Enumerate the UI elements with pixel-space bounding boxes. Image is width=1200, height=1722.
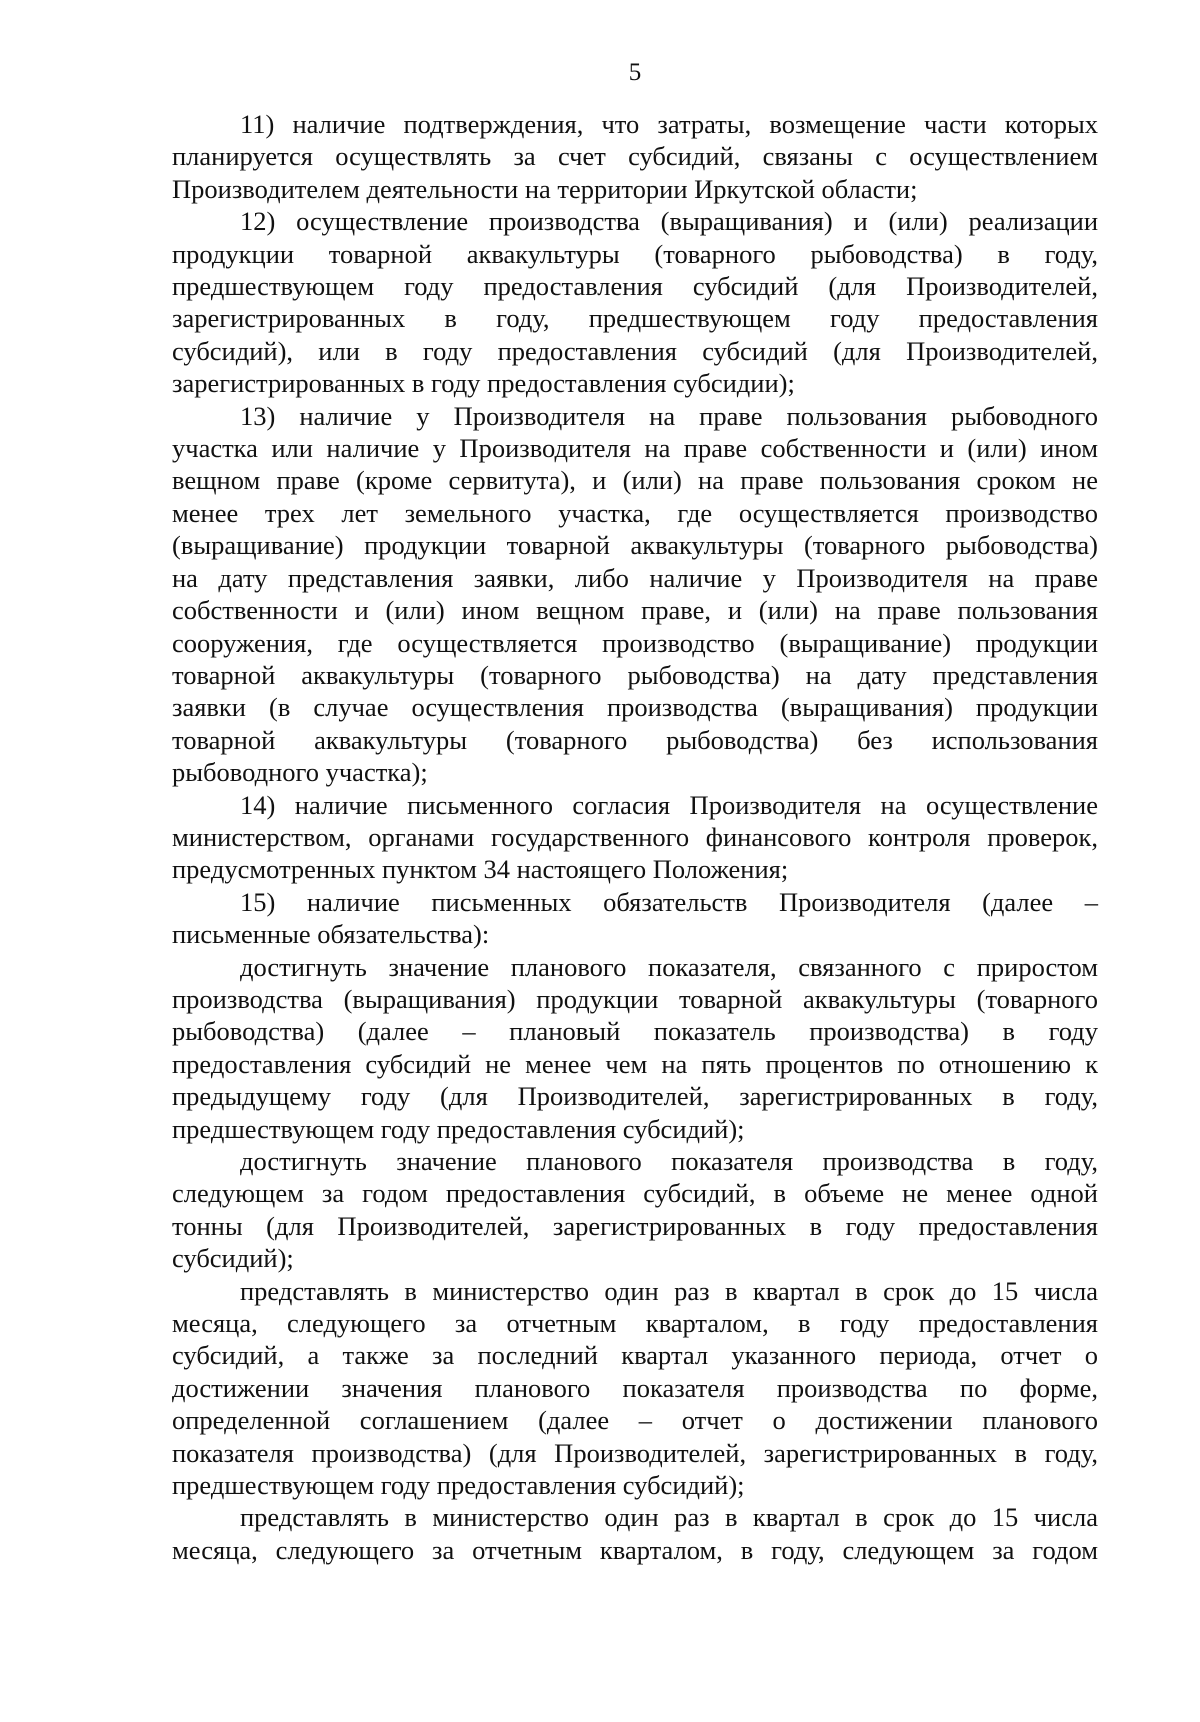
text-line: товарной аквакультуры (товарного рыбоводства) на дату представления xyxy=(172,659,1098,690)
text-line: достигнуть значение планового показателя производства в году, xyxy=(240,1146,1098,1176)
text-line: предусмотренных пунктом 34 настоящего Положения; xyxy=(172,854,789,885)
text-line: 11) наличие подтверждения, что затраты, возмещение части которых xyxy=(240,109,1098,139)
text-line: участка или наличие у Производителя на праве собственности и (или) ином xyxy=(172,433,1098,464)
text-line: 13) наличие у Производителя на праве пользования рыбоводного xyxy=(240,400,1098,431)
paragraph-p13 xyxy=(172,400,1098,789)
text-line: собственности и (или) ином вещном праве, и (или) на праве пользования xyxy=(172,595,1098,626)
text-line: показателя производства) (для Производителей, зарегистрированных в году, xyxy=(172,1437,1098,1468)
text-line: 12) осуществление производства (выращивания) и (или) реализации xyxy=(240,206,1098,237)
text-line: определенной соглашением (далее – отчет о достижении планового xyxy=(172,1405,1098,1436)
text-line: рыбоводства) (далее – плановый показатель производства) в году xyxy=(172,1016,1098,1047)
page-number: 5 xyxy=(628,59,642,86)
text-line: на дату представления заявки, либо наличие у Производителя на праве xyxy=(172,562,1098,593)
text-line: месяца, следующего за отчетным кварталом, в году, следующем за годом xyxy=(172,1534,1098,1565)
text-line: представлять в министерство один раз в квартал в срок до 15 числа xyxy=(240,1275,1098,1306)
text-line: менее трех лет земельного участка, где осуществляется производство xyxy=(172,497,1098,528)
paragraph-p14 xyxy=(172,789,1098,886)
text-line: рыбоводного участка); xyxy=(172,757,428,788)
paragraph-p11 xyxy=(172,108,1098,205)
paragraph-p15d xyxy=(172,1501,1098,1566)
text-line: производства (выращивания) продукции товарной аквакультуры (товарного xyxy=(172,983,1098,1014)
text-line: субсидий); xyxy=(172,1243,294,1274)
text-line: министерством, органами государственного финансового контроля проверок, xyxy=(172,821,1098,852)
text-line: письменные обязательства): xyxy=(172,919,490,950)
text-line: субсидий, а также за последний квартал указанного периода, отчет о xyxy=(172,1340,1098,1371)
text-line: Производителем деятельности на территории Иркутской области; xyxy=(172,173,918,204)
text-line: 14) наличие письменного согласия Производителя на осуществление xyxy=(240,789,1098,820)
text-line: зарегистрированных в году предоставления субсидии); xyxy=(172,368,795,399)
text-line: планируется осуществлять за счет субсидий, связаны с осуществлением xyxy=(172,141,1098,172)
text-line: предшествующем году предоставления субсидий); xyxy=(172,1470,745,1501)
text-line: достигнуть значение планового показателя, связанного с приростом xyxy=(240,951,1098,982)
text-line: сооружения, где осуществляется производство (выращивание) продукции xyxy=(172,627,1098,658)
text-line: субсидий), или в году предоставления субсидий (для Производителей, xyxy=(172,335,1098,366)
document-body xyxy=(172,108,1098,1566)
text-line: представлять в министерство один раз в квартал в срок до 15 числа xyxy=(240,1502,1098,1533)
paragraph-p15c xyxy=(172,1275,1098,1502)
text-line: следующем за годом предоставления субсидий, в объеме не менее одной xyxy=(172,1178,1098,1209)
text-line: продукции товарной аквакультуры (товарного рыбоводства) в году, xyxy=(172,238,1098,269)
text-line: вещном праве (кроме сервитута), и (или) на праве пользования сроком не xyxy=(172,465,1098,496)
text-line: месяца, следующего за отчетным кварталом, в году предоставления xyxy=(172,1308,1098,1339)
text-line: предшествующем году предоставления субсидий); xyxy=(172,1113,745,1144)
paragraph-p12 xyxy=(172,205,1098,399)
text-line: заявки (в случае осуществления производства (выращивания) продукции xyxy=(172,692,1098,723)
paragraph-p15 xyxy=(172,886,1098,951)
paragraph-p15b xyxy=(172,1145,1098,1275)
paragraph-p15a xyxy=(172,951,1098,1145)
text-line: предыдущему году (для Производителей, зарегистрированных в году, xyxy=(172,1081,1098,1112)
text-line: 15) наличие письменных обязательств Производителя (далее – xyxy=(240,886,1098,917)
text-line: тонны (для Производителей, зарегистрированных в году предоставления xyxy=(172,1210,1098,1241)
text-line: товарной аквакультуры (товарного рыбоводства) без использования xyxy=(172,724,1098,755)
text-line: зарегистрированных в году, предшествующем году предоставления xyxy=(172,303,1098,334)
text-line: (выращивание) продукции товарной аквакультуры (товарного рыбоводства) xyxy=(172,530,1098,561)
text-line: предшествующем году предоставления субсидий (для Производителей, xyxy=(172,271,1098,302)
text-line: предоставления субсидий не менее чем на пять процентов по отношению к xyxy=(172,1048,1098,1079)
text-line: достижении значения планового показателя производства по форме, xyxy=(172,1372,1098,1403)
